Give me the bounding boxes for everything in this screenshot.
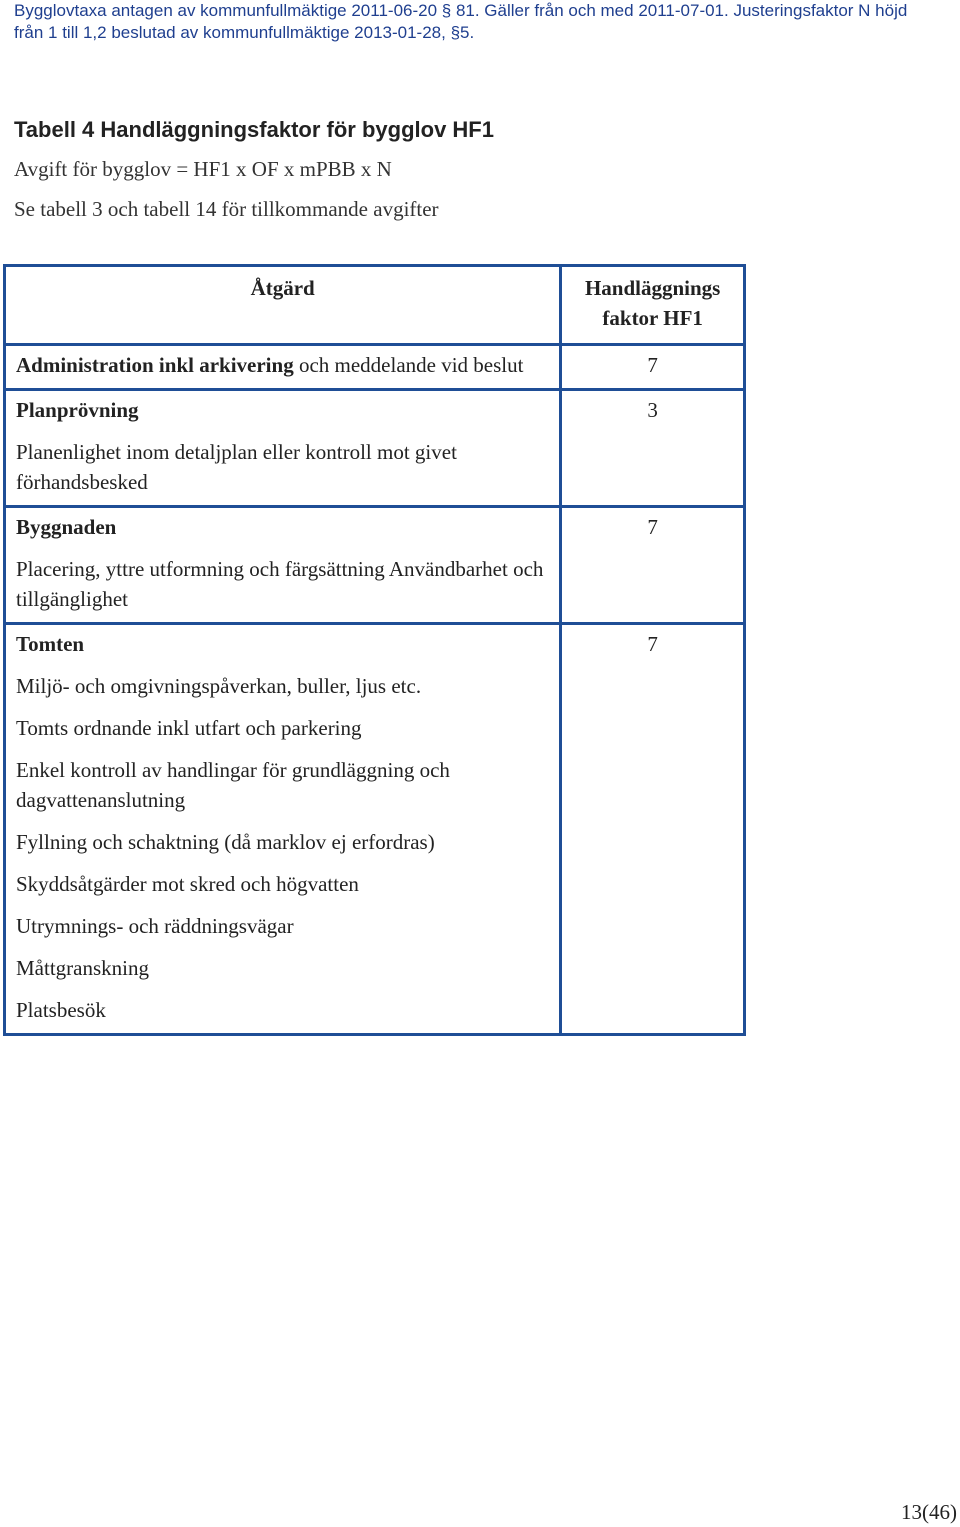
table-title: Tabell 4 Handläggningsfaktor för bygglov HF1	[14, 117, 494, 142]
action-detail: Placering, yttre utformning och färgsättning Användbarhet och tillgänglighet	[16, 557, 544, 611]
action-detail: Planenlighet inom detaljplan eller kontroll mot givet förhandsbesked	[16, 440, 457, 494]
action-cell	[5, 624, 561, 1035]
action-detail: och meddelande vid beslut	[293, 353, 524, 377]
factor-value: 3	[647, 398, 658, 422]
table-row	[5, 390, 745, 507]
action-cell	[5, 507, 561, 624]
factor-cell	[561, 624, 745, 1035]
action-detail: Platsbesök	[16, 998, 106, 1022]
action-detail: Enkel kontroll av handlingar för grundläggning och dagvattenanslutning	[16, 758, 450, 812]
action-detail: Utrymnings- och räddningsvägar	[16, 914, 294, 938]
page-number: 13(46)	[901, 1500, 957, 1524]
header-line-1: Bygglovtaxa antagen av kommunfullmäktige 2011-06-20 § 81. Gäller från och med 2011-07-01. Justeringsfaktor N höjd	[14, 1, 908, 20]
column-header-factor	[561, 266, 745, 345]
action-heading: Byggnaden	[16, 515, 117, 539]
action-cell	[5, 345, 561, 390]
action-heading: Tomten	[16, 632, 85, 656]
header-line-2: från 1 till 1,2 beslutad av kommunfullmäktige 2013-01-28, §5.	[14, 23, 475, 42]
table-row	[5, 507, 745, 624]
handling-factor-table	[3, 264, 746, 1036]
additional-fees-note: Se tabell 3 och tabell 14 för tillkommande avgifter	[14, 197, 439, 221]
factor-value: 7	[647, 353, 658, 377]
table-row	[5, 624, 745, 1035]
fee-formula: Avgift för bygglov = HF1 x OF x mPBB x N	[14, 157, 392, 181]
factor-value: 7	[647, 632, 658, 656]
column-header-factor-line-1: Handläggnings	[584, 276, 721, 300]
factor-cell	[561, 390, 745, 507]
table-row	[5, 345, 745, 390]
action-detail: Miljö- och omgivningspåverkan, buller, ljus etc.	[16, 674, 422, 698]
action-detail: Skyddsåtgärder mot skred och högvatten	[16, 872, 359, 896]
action-cell	[5, 390, 561, 507]
factor-value: 7	[647, 515, 658, 539]
table-header-row	[5, 266, 745, 345]
running-header	[14, 0, 954, 44]
column-header-factor-line-2: faktor HF1	[602, 306, 703, 330]
action-detail: Fyllning och schaktning (då marklov ej erfordras)	[16, 830, 435, 854]
action-detail: Måttgranskning	[16, 956, 149, 980]
action-heading: Planprövning	[16, 398, 139, 422]
column-header-action: Åtgärd	[5, 266, 561, 345]
action-text	[16, 350, 549, 380]
factor-cell	[561, 345, 745, 390]
factor-cell	[561, 507, 745, 624]
action-detail: Tomts ordnande inkl utfart och parkering	[16, 716, 362, 740]
action-heading: Administration inkl arkivering	[16, 353, 294, 377]
